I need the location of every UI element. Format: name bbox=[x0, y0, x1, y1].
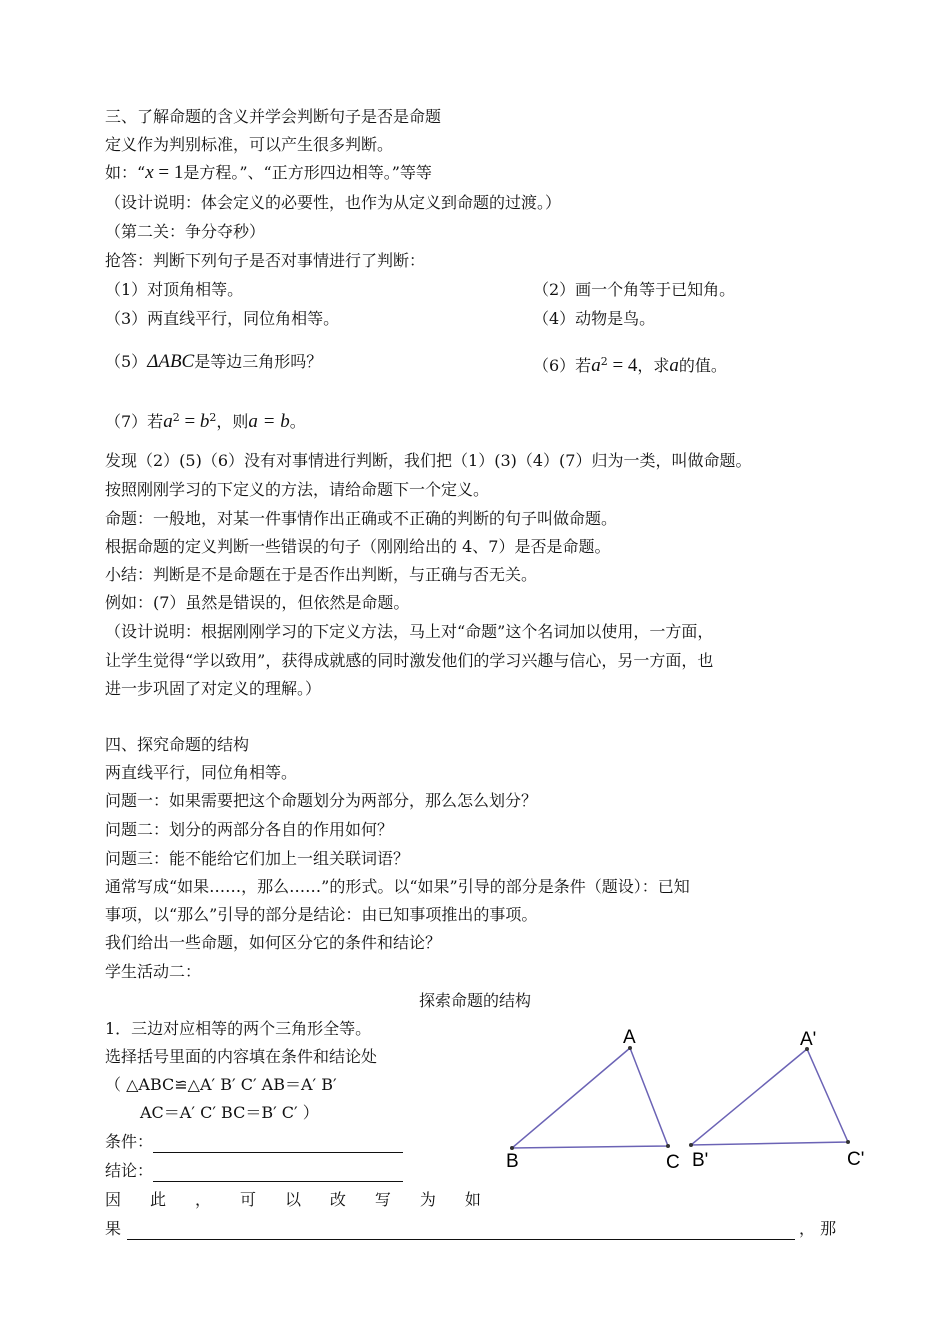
section-4-heading: 四、探究命题的结构 bbox=[105, 735, 250, 754]
text-line: 发现（2）(5)（6）没有对事情进行判断，我们把（1）(3)（4）(7）归为一类，叫做命题。 bbox=[105, 451, 752, 470]
question-1: 问题一：如果需要把这个命题划分为两部分，那么怎么划分？ bbox=[105, 791, 538, 810]
text-line: 例如：(7）虽然是错误的，但依然是命题。 bbox=[105, 593, 410, 612]
question-2: 问题二：划分的两部分各自的作用如何？ bbox=[105, 820, 394, 839]
quiz-item-4: （4）动物是鸟。 bbox=[533, 309, 656, 328]
quiz-item-1: （1）对顶角相等。 bbox=[105, 280, 244, 299]
label-a-prime: A' bbox=[800, 1029, 817, 1050]
design-note: （设计说明：根据刚刚学习的下定义方法，马上对“命题”这个名词加以使用，一方面， bbox=[105, 622, 714, 641]
text-line: 通常写成“如果……，那么……”的形式。以“如果”引导的部分是条件（题设）：已知 bbox=[105, 877, 690, 896]
options-line-1: （ △ABC≌△A′ B′ C′ AB＝A′ B′ bbox=[105, 1075, 337, 1094]
triangle-abc bbox=[506, 1027, 680, 1173]
text-line: 定义作为判别标准，可以产生很多判断。 bbox=[105, 135, 394, 154]
condition-blank[interactable] bbox=[153, 1134, 403, 1153]
triangle-a-prime bbox=[689, 1029, 864, 1171]
conclusion-blank[interactable] bbox=[153, 1163, 403, 1182]
label-c-prime: C' bbox=[847, 1149, 865, 1170]
quiz-item-7: （7）若$a^2 = b^2$，则a = b。 bbox=[105, 411, 306, 432]
text-line: 两直线平行，同位角相等。 bbox=[105, 763, 298, 782]
therefore-line: 因 此 ， 可 以 改 写 为 如 bbox=[105, 1190, 481, 1209]
triangles-figure bbox=[490, 1015, 880, 1180]
text-line: 我们给出一些命题，如何区分它的条件和结论？ bbox=[105, 933, 442, 952]
options-line-2: AC＝A′ C′ BC＝B′ C′ ） bbox=[140, 1103, 319, 1122]
activity-title: 探索命题的结构 bbox=[418, 991, 531, 1010]
if-row: 果 ， 那 bbox=[105, 1219, 837, 1238]
label-b-prime: B' bbox=[692, 1150, 709, 1171]
section-3-heading: 三、了解命题的含义并学会判断句子是否是命题 bbox=[105, 107, 442, 126]
math-triangle-abc: ΔABC bbox=[147, 351, 195, 372]
vertex-b bbox=[510, 1146, 514, 1150]
example-line: 如：“x = 1是方程。”、“正方形四边相等。”等等 bbox=[105, 162, 432, 183]
quiz-item-2: （2）画一个角等于已知角。 bbox=[533, 280, 736, 299]
conclusion-label: 结论： bbox=[105, 1161, 154, 1180]
quiz-prompt: 抢答：判断下列句子是否对事情进行了判断： bbox=[105, 251, 426, 270]
math-eq: = 1 bbox=[153, 162, 184, 183]
exercise-1: 1．三边对应相等的两个三角形全等。 bbox=[105, 1019, 372, 1038]
text-line: 根据命题的定义判断一些错误的句子（刚刚给出的 4、7）是否是命题。 bbox=[105, 537, 611, 556]
design-note: （设计说明：体会定义的必要性，也作为从定义到命题的过渡。） bbox=[105, 193, 562, 212]
text-line: 按照刚刚学习的下定义的方法，请给命题下一个定义。 bbox=[105, 480, 490, 499]
design-note: 进一步巩固了对定义的理解。） bbox=[105, 679, 322, 698]
vertex-c bbox=[666, 1144, 670, 1148]
label-c: C bbox=[666, 1152, 680, 1173]
quiz-item-6: （6）若$a^2 = 4$，求a的值。 bbox=[533, 355, 727, 376]
stage-label: （第二关：争分夺秒） bbox=[105, 222, 266, 241]
question-3: 问题三：能不能给它们加上一组关联词语？ bbox=[105, 849, 410, 868]
vertex-c-prime bbox=[846, 1140, 850, 1144]
quiz-item-3: （3）两直线平行，同位角相等。 bbox=[105, 309, 340, 328]
text-line: 事项，以“那么”引导的部分是结论：由已知事项推出的事项。 bbox=[105, 905, 538, 924]
if-blank[interactable] bbox=[127, 1221, 795, 1240]
exercise-instruction: 选择括号里面的内容填在条件和结论处 bbox=[105, 1047, 378, 1066]
triangle-a-prime-outline bbox=[691, 1049, 848, 1145]
label-b: B bbox=[506, 1151, 519, 1172]
quiz-item-5: （5）ΔABC是等边三角形吗？ bbox=[105, 351, 323, 372]
definition-line: 命题：一般地，对某一件事情作出正确或不正确的判断的句子叫做命题。 bbox=[105, 509, 618, 528]
math-x: x bbox=[145, 162, 154, 183]
label-a: A bbox=[623, 1027, 636, 1048]
vertex-b-prime bbox=[689, 1143, 693, 1147]
condition-row bbox=[105, 1131, 403, 1153]
design-note: 让学生觉得“学以致用”，获得成就感的同时激发他们的学习兴趣与信心，另一方面，也 bbox=[105, 651, 714, 670]
triangle-abc-outline bbox=[512, 1048, 668, 1148]
summary-line: 小结：判断是不是命题在于是否作出判断，与正确与否无关。 bbox=[105, 565, 538, 584]
conclusion-row bbox=[105, 1160, 403, 1182]
condition-label: 条件： bbox=[105, 1132, 154, 1151]
activity-label: 学生活动二： bbox=[105, 962, 202, 981]
